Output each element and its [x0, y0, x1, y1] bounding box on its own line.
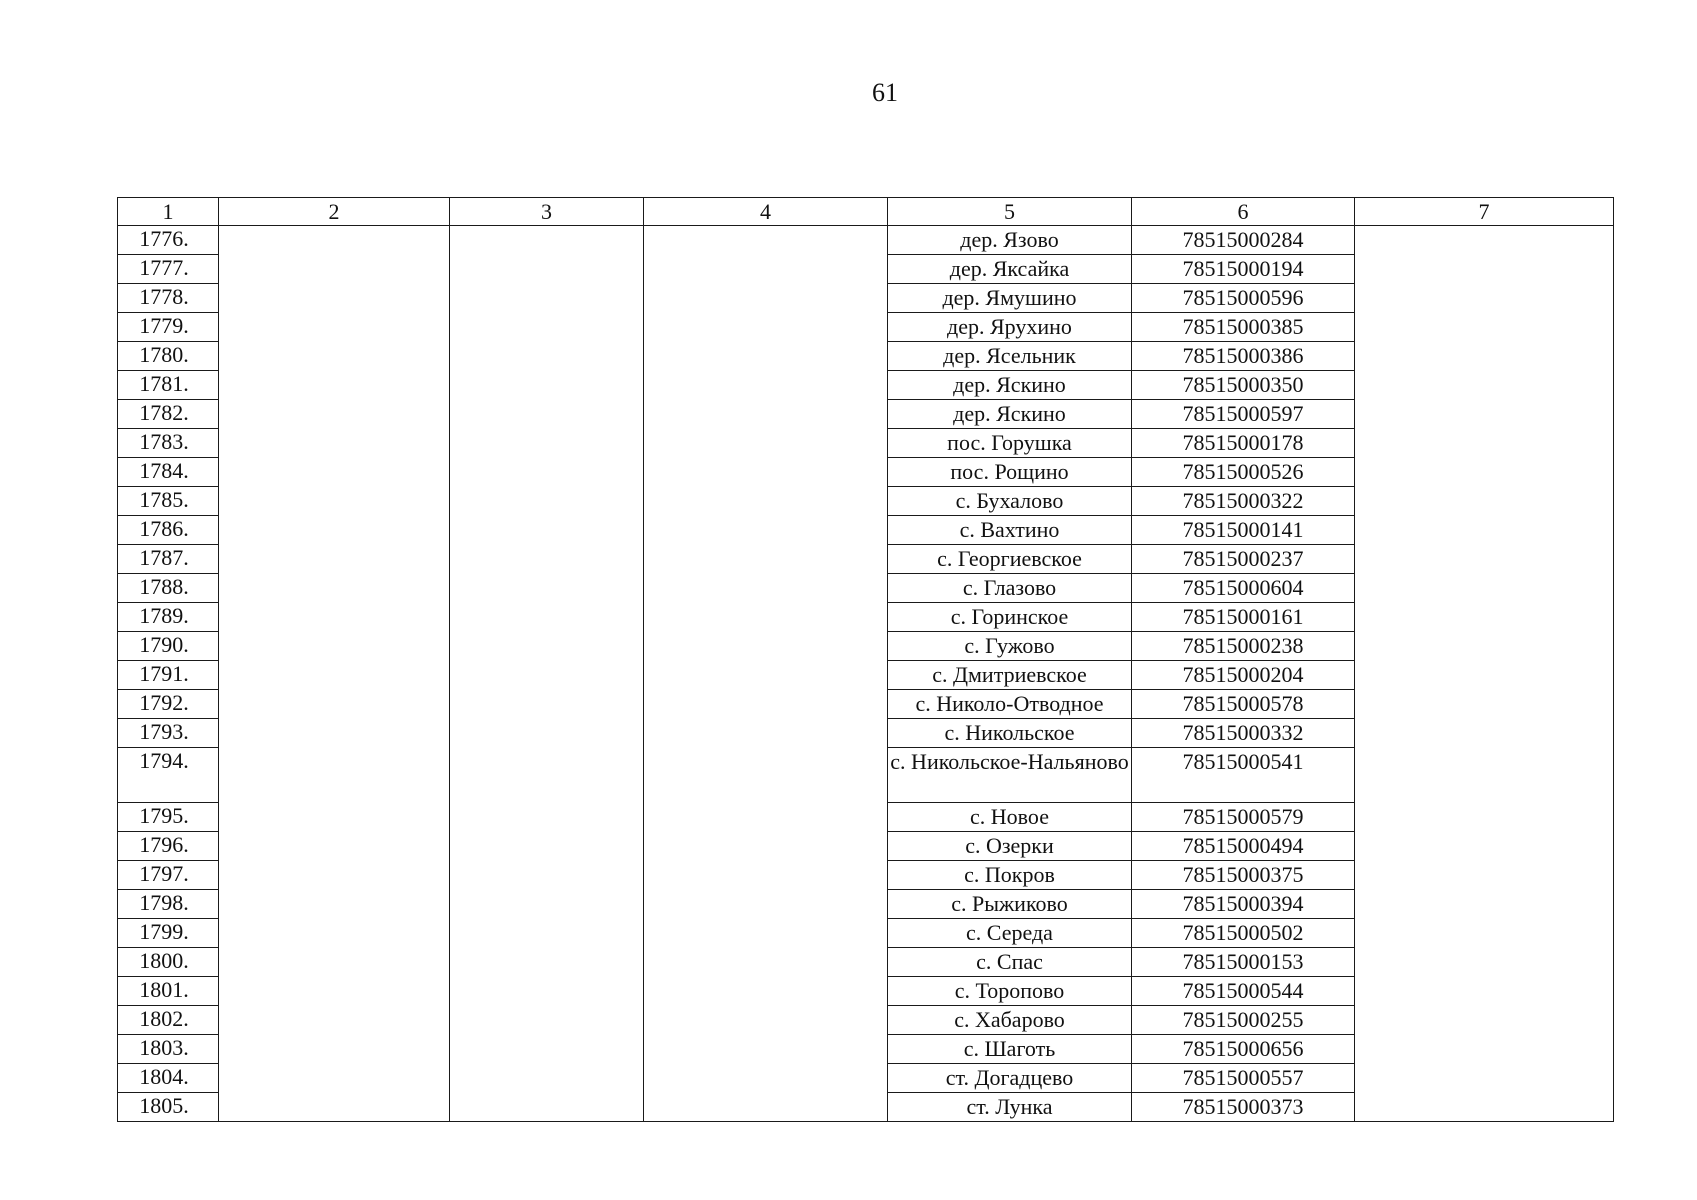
- column-header: 4: [644, 198, 888, 226]
- row-number: 1795.: [118, 803, 219, 832]
- settlement-register-table: [117, 197, 1614, 1122]
- oktmo-code: 78515000386: [1132, 342, 1355, 371]
- settlement-name: с. Озерки: [888, 832, 1132, 861]
- settlement-name: с. Спас: [888, 948, 1132, 977]
- oktmo-code: 78515000597: [1132, 400, 1355, 429]
- row-number: 1799.: [118, 919, 219, 948]
- row-number: 1788.: [118, 574, 219, 603]
- settlement-name: дер. Яскино: [888, 371, 1132, 400]
- oktmo-code: 78515000494: [1132, 832, 1355, 861]
- empty-merged-cell: [450, 226, 644, 1122]
- settlement-name: ст. Лунка: [888, 1093, 1132, 1122]
- column-header: 5: [888, 198, 1132, 226]
- oktmo-code: 78515000526: [1132, 458, 1355, 487]
- oktmo-code: 78515000350: [1132, 371, 1355, 400]
- settlement-name: с. Никольское-Нальяново: [888, 748, 1132, 803]
- oktmo-code: 78515000141: [1132, 516, 1355, 545]
- row-number: 1794.: [118, 748, 219, 803]
- settlement-name: с. Гужово: [888, 632, 1132, 661]
- column-header: 7: [1355, 198, 1614, 226]
- settlement-name: пос. Горушка: [888, 429, 1132, 458]
- settlement-name: дер. Ямушино: [888, 284, 1132, 313]
- row-number: 1776.: [118, 226, 219, 255]
- row-number: 1798.: [118, 890, 219, 919]
- row-number: 1782.: [118, 400, 219, 429]
- oktmo-code: 78515000161: [1132, 603, 1355, 632]
- settlement-name: с. Глазово: [888, 574, 1132, 603]
- settlement-name: с. Николо-Отводное: [888, 690, 1132, 719]
- row-number: 1801.: [118, 977, 219, 1006]
- settlement-name: с. Бухалово: [888, 487, 1132, 516]
- settlement-name: с. Новое: [888, 803, 1132, 832]
- row-number: 1780.: [118, 342, 219, 371]
- oktmo-code: 78515000579: [1132, 803, 1355, 832]
- row-number: 1781.: [118, 371, 219, 400]
- oktmo-code: 78515000557: [1132, 1064, 1355, 1093]
- oktmo-code: 78515000394: [1132, 890, 1355, 919]
- row-number: 1778.: [118, 284, 219, 313]
- settlement-name: с. Покров: [888, 861, 1132, 890]
- row-number: 1783.: [118, 429, 219, 458]
- row-number: 1785.: [118, 487, 219, 516]
- row-number: 1784.: [118, 458, 219, 487]
- oktmo-code: 78515000238: [1132, 632, 1355, 661]
- row-number: 1789.: [118, 603, 219, 632]
- settlement-name: с. Горинское: [888, 603, 1132, 632]
- oktmo-code: 78515000578: [1132, 690, 1355, 719]
- row-number: 1793.: [118, 719, 219, 748]
- settlement-name: с. Рыжиково: [888, 890, 1132, 919]
- settlement-name: с. Дмитриевское: [888, 661, 1132, 690]
- oktmo-code: 78515000322: [1132, 487, 1355, 516]
- row-number: 1800.: [118, 948, 219, 977]
- oktmo-code: 78515000385: [1132, 313, 1355, 342]
- oktmo-code: 78515000596: [1132, 284, 1355, 313]
- settlement-name: дер. Яскино: [888, 400, 1132, 429]
- oktmo-code: 78515000373: [1132, 1093, 1355, 1122]
- oktmo-code: 78515000255: [1132, 1006, 1355, 1035]
- settlement-name: пос. Рощино: [888, 458, 1132, 487]
- row-number: 1797.: [118, 861, 219, 890]
- row-number: 1805.: [118, 1093, 219, 1122]
- settlement-name: дер. Ярухино: [888, 313, 1132, 342]
- row-number: 1777.: [118, 255, 219, 284]
- oktmo-code: 78515000544: [1132, 977, 1355, 1006]
- empty-merged-cell: [1355, 226, 1614, 1122]
- oktmo-code: 78515000604: [1132, 574, 1355, 603]
- table-body: [118, 226, 1614, 1122]
- oktmo-code: 78515000204: [1132, 661, 1355, 690]
- oktmo-code: 78515000237: [1132, 545, 1355, 574]
- row-number: 1802.: [118, 1006, 219, 1035]
- column-header: 1: [118, 198, 219, 226]
- row-number: 1792.: [118, 690, 219, 719]
- settlement-name: ст. Догадцево: [888, 1064, 1132, 1093]
- settlement-name: с. Георгиевское: [888, 545, 1132, 574]
- oktmo-code: 78515000284: [1132, 226, 1355, 255]
- oktmo-code: 78515000332: [1132, 719, 1355, 748]
- settlement-name: с. Никольское: [888, 719, 1132, 748]
- oktmo-code: 78515000502: [1132, 919, 1355, 948]
- row-number: 1787.: [118, 545, 219, 574]
- settlement-name: с. Вахтино: [888, 516, 1132, 545]
- empty-merged-cell: [219, 226, 450, 1122]
- oktmo-code: 78515000541: [1132, 748, 1355, 803]
- settlement-name: дер. Язово: [888, 226, 1132, 255]
- settlement-name: с. Шаготь: [888, 1035, 1132, 1064]
- empty-merged-cell: [644, 226, 888, 1122]
- row-number: 1790.: [118, 632, 219, 661]
- row-number: 1796.: [118, 832, 219, 861]
- column-number-header-row: [118, 198, 1614, 226]
- oktmo-code: 78515000178: [1132, 429, 1355, 458]
- row-number: 1803.: [118, 1035, 219, 1064]
- settlement-name: дер. Ясельник: [888, 342, 1132, 371]
- settlement-name: с. Середа: [888, 919, 1132, 948]
- column-header: 2: [219, 198, 450, 226]
- column-header: 3: [450, 198, 644, 226]
- oktmo-code: 78515000194: [1132, 255, 1355, 284]
- settlement-name: с. Хабарово: [888, 1006, 1132, 1035]
- row-number: 1791.: [118, 661, 219, 690]
- oktmo-code: 78515000375: [1132, 861, 1355, 890]
- settlement-name: с. Торопово: [888, 977, 1132, 1006]
- column-header: 6: [1132, 198, 1355, 226]
- settlement-name: дер. Яксайка: [888, 255, 1132, 284]
- page-number: 61: [872, 78, 898, 107]
- row-number: 1804.: [118, 1064, 219, 1093]
- oktmo-code: 78515000656: [1132, 1035, 1355, 1064]
- oktmo-code: 78515000153: [1132, 948, 1355, 977]
- row-number: 1779.: [118, 313, 219, 342]
- row-number: 1786.: [118, 516, 219, 545]
- table-row: [118, 226, 1614, 255]
